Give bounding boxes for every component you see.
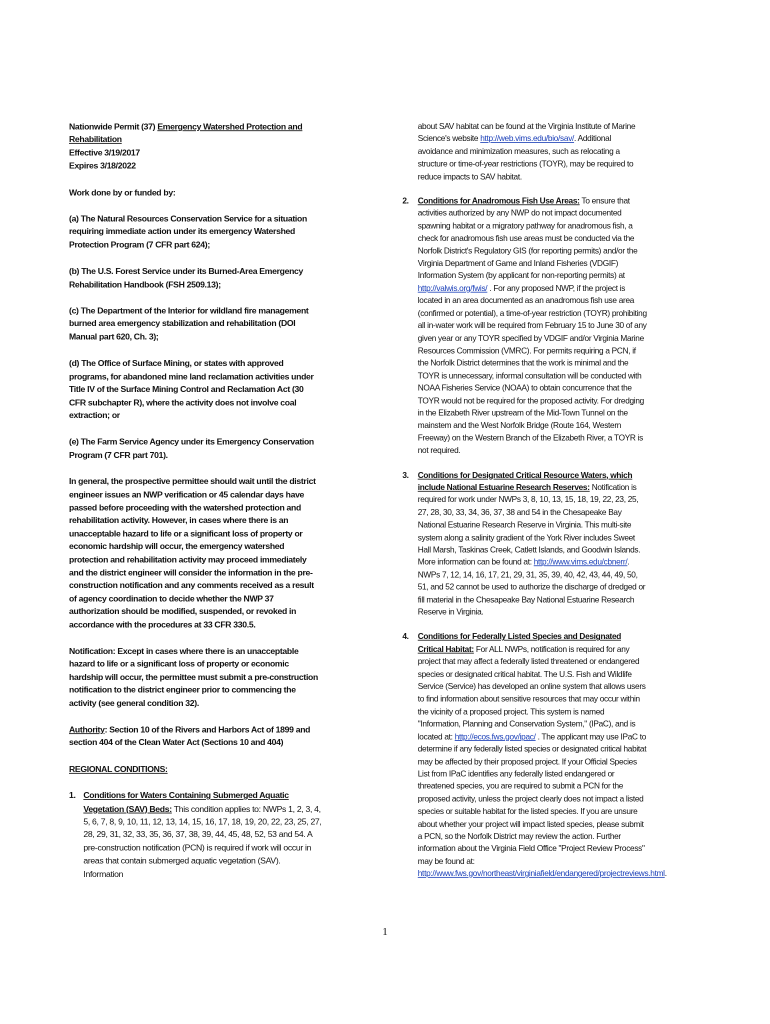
condition-3-text: Notification is required for work under NWPs 3, 8, 10, 13, 15, 18, 19, 22, 23, 25, 27, 28, 30, 33, 34, 36, 37, 38 and 54 in the Chesapeake Bay National Estuarine Research Reserve in Virginia. This multi-site system along a salinity gradient of the York River includes Sweet Hall Marsh, Taskinas Creek, Catlett Islands, and Goodwin Islands. More information can be found at: xyxy=(417,483,641,568)
condition-1 xyxy=(69,790,322,881)
condition-2 xyxy=(404,195,647,457)
item-d: (d) The Office of Surface Mining, or states with approved programs, for abandoned mine land reclamation activities under Title IV of the Surface Mining Control and Reclamation Act (30 CFR subchapter R), where the activity does not involve coal extraction; or xyxy=(69,359,314,421)
condition-3-number: 3. xyxy=(402,471,409,481)
authority-label: Authority xyxy=(69,725,105,735)
condition-2-number: 2. xyxy=(402,197,409,207)
condition-1-continued xyxy=(404,121,647,183)
right-column xyxy=(402,121,667,881)
item-c: (c) The Department of the Interior for wildland fire management burned area emergency stabilization and rehabilitation (DOI Manual part 620, Ch. 3); xyxy=(69,306,309,343)
condition-3 xyxy=(404,469,647,619)
cbnerr-link[interactable]: http://www.vims.edu/cbnerr/ xyxy=(533,558,628,568)
item-a: (a) The Natural Resources Conservation Service for a situation requiring immediate action under its emergency Watershed Protection Program (7 CFR part 624); xyxy=(69,214,307,251)
effective-date: Effective 3/19/2017 xyxy=(69,148,140,158)
condition-4 xyxy=(402,631,667,880)
sav-text-end: . Additional avoidance and minimization measures, such as relocating a structure or time-of-year restrictions (TOYR), may be required to reduce impacts to SAV habitat. xyxy=(417,135,634,182)
sav-text: about SAV habitat can be found at the Virginia Institute of Marine Science's website xyxy=(417,122,636,144)
permit-title-name: Emergency Watershed Protection and Rehabilitation xyxy=(69,122,303,145)
condition-2-heading: Conditions for Anadromous Fish Use Areas: xyxy=(417,197,580,207)
project-reviews-link[interactable]: http://www.fws.gov/northeast/virginiafield/endangered/projectreviews.html xyxy=(417,869,665,879)
condition-4-text-mid: . The applicant may use IPaC to determine if any federally listed species or designated critical habitat may be affected by their proposed project. If your Official Species List from IPaC identifies any federally listed endangered or threatened species, you are required to submit a PCN for the proposed activity, unless the project clearly does not impact a listed species or suitable habitat for the listed species. If you are unsure about whether your project will impact listed species, please submit a PCN, so the Norfolk District may review the action. Further information about the Virginia Field Office "Project Review Process" may be found at: xyxy=(417,732,647,867)
condition-2-text: To ensure that activities authorized by any NWP do not impact documented spawning habitat or a migratory pathway for anadromous fish, a check for anadromous fish use areas must be conducted via the Norfolk District's Regulatory GIS (for reporting permits) and/or the Virginia Department of Game and Inland Fisheries (VDGIF) Information System (by applicant for non-reporting permits) at xyxy=(417,197,638,281)
permit-title xyxy=(69,121,322,147)
general-paragraph: In general, the prospective permittee should wait until the district engineer issues an NWP verification or 45 calendar days have passed before proceeding with the watershed protection and rehabilitation activity. However, in cases where there is an unacceptable hazard to life or a significant loss of property or economic hardship will occur, the emergency watershed protection and rehabilitation activity may proceed immediately and the district engineer will consider the information in the pre-construction notification and any comments received as a result of agency coordination to decide whether the NWP 37 authorization should be modified, suspended, or revoked in accordance with the procedures at 33 CFR 330.5. xyxy=(69,477,316,630)
fwis-link[interactable]: http://valwis.org/fwis/ xyxy=(417,284,488,294)
condition-1-number: 1. xyxy=(69,791,76,801)
condition-4-text-end: . xyxy=(664,869,667,879)
condition-4-heading: Conditions for Federally Listed Species and Designated Critical Habitat: xyxy=(417,632,622,655)
authority-text: : Section 10 of the Rivers and Harbors Act of 1899 and section 404 of the Clean Water Act (Sections 10 and 404) xyxy=(69,725,311,748)
permit-title-prefix: Nationwide Permit (37) xyxy=(69,122,158,132)
regional-conditions-heading: REGIONAL CONDITIONS: xyxy=(69,765,168,775)
condition-2-text-end: . For any proposed NWP, if the project is located in an area documented as an anadromous fish use area (confirmed or potential), a time-of-year restriction (TOYR) prohibiting all in-water work will be required from February 15 to June 30 of any given year or any TOYR specified by VDGIF and/or Virginia Marine Resources Commission (VMRC). For permits requiring a PCN, if the Norfolk District determines that the work is minimal and the TOYR is unnecessary, informal consultation will be conducted with NOAA Fisheries Service (NOAA) to obtain concurrence that the TOYR would not be required for the proposed activity. For dredging in the Elizabeth River upstream of the Mid-Town Tunnel on the mainstem and the West Norfolk Bridge (Route 164, Western Freeway) on the Western Branch of the Elizabeth River, a TOYR is not required. xyxy=(417,284,647,456)
vims-sav-link[interactable]: http://web.vims.edu/bio/sav/ xyxy=(480,135,575,144)
condition-1-heading: Conditions for Waters Containing Submerged Aquatic Vegetation (SAV) Beds: xyxy=(83,791,289,814)
condition-3-text-end: . NWPs 7, 12, 14, 16, 17, 21, 29, 31, 35, 39, 40, 42, 43, 44, 49, 50, 51, and 52 cannot be used to authorize the discharge of dredged or fill material in the Chesapeake Bay National Estuarine Research Reserve in Virginia. xyxy=(417,558,646,618)
ipac-link[interactable]: http://ecos.fws.gov/ipac/ xyxy=(454,732,536,742)
condition-1-text: This condition applies to: NWPs 1, 2, 3, 4, 5, 6, 7, 8, 9, 10, 11, 12, 13, 14, 15, 16, 17, 18, 19, 20, 22, 23, 25, 27, 28, 29, 31, 32, 33, 35, 36, 37, 38, 39, 44, 45, 48, 52, 53 and 54. A pre-construction notification (PCN) is required if work will occur in areas that contain submerged aquatic vegetation (SAV). Information xyxy=(83,804,322,880)
notification-paragraph: Notification: Except in cases where there is an unacceptable hazard to life or a significant loss of property or economic hardship will occur, the permittee must submit a pre-construction notification to the district engineer prior to commencing the activity (see general condition 32). xyxy=(69,647,318,709)
left-column xyxy=(69,121,322,881)
condition-4-text: For ALL NWPs, notification is required for any project that may affect a federally listed threatened or endangered species or designated critical habitat. The U.S. Fish and Wildlife Service (Service) has developed an online system that allows users to find information about sensitive resources that may occur within the vicinity of a proposed project. This system is named "Information, Planning and Conservation System," (IPaC), and is located at: xyxy=(417,645,646,742)
page-number: 1 xyxy=(382,926,388,938)
authority-paragraph xyxy=(69,724,322,750)
item-b: (b) The U.S. Forest Service under its Burned-Area Emergency Rehabilitation Handbook (FSH 2509.13); xyxy=(69,267,304,290)
item-e: (e) The Farm Service Agency under its Emergency Conservation Program (7 CFR part 701). xyxy=(69,437,314,461)
work-done-label: Work done by or funded by: xyxy=(69,188,176,198)
condition-4-number: 4. xyxy=(402,632,409,642)
expires-date: Expires 3/18/2022 xyxy=(69,161,136,172)
condition-3-heading: Conditions for Designated Critical Resource Waters, which include National Estuarine Research Reserves: xyxy=(417,471,633,493)
